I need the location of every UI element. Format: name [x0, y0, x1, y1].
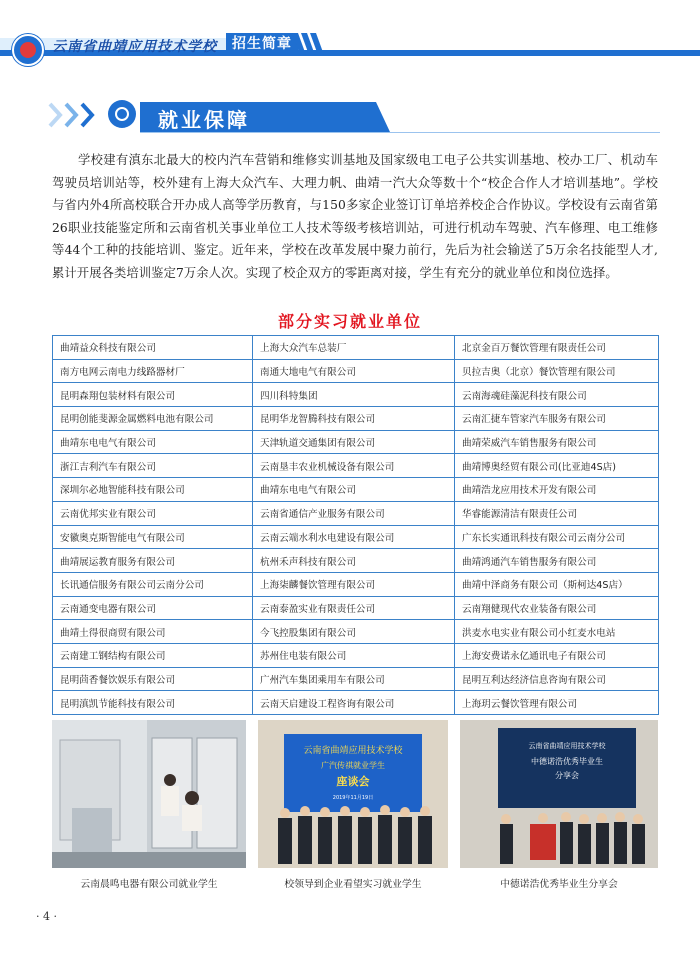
table-cell: 深圳尔必地智能科技有限公司	[53, 478, 253, 502]
table-cell: 曲靖浩龙应用技术开发有限公司	[455, 478, 659, 502]
table-cell: 上海大众汽车总装厂	[253, 336, 455, 360]
chevron-decoration-icon	[46, 100, 106, 130]
table-cell: 上海玥云餐饮管理有限公司	[455, 691, 659, 715]
table-cell: 昆明滇凯节能科技有限公司	[53, 691, 253, 715]
table-cell: 贝拉吉奥（北京）餐饮管理有限公司	[455, 359, 659, 383]
table-cell: 云南翔健现代农业装备有限公司	[455, 596, 659, 620]
table-cell: 曲靖益众科技有限公司	[53, 336, 253, 360]
photo-caption: 中德诺浩优秀毕业生分享会	[500, 879, 618, 890]
photo-caption: 校领导到企业看望实习就业学生	[284, 879, 422, 890]
table-row	[53, 620, 659, 644]
table-cell: 广州汽车集团乘用车有限公司	[253, 667, 455, 691]
table-cell: 广东长实通讯科技有限公司云南分公司	[455, 525, 659, 549]
banner-line1: 云南省曲靖应用技术学校	[303, 746, 403, 756]
table-cell: 云南海魂硅藻泥科技有限公司	[455, 383, 659, 407]
table-cell: 云南省通信产业服务有限公司	[253, 501, 455, 525]
table-cell: 洪麦水电实业有限公司小红麦水电站	[455, 620, 659, 644]
photo-graduate-sharing	[460, 720, 658, 868]
table-row	[53, 359, 659, 383]
banner3-line3: 分享会	[555, 771, 579, 780]
table-cell: 长讯通信服务有限公司云南分公司	[53, 572, 253, 596]
table-cell: 昆明森翔包装材料有限公司	[53, 383, 253, 407]
section-divider	[140, 132, 660, 133]
table-cell: 南方电网云南电力线路器材厂	[53, 359, 253, 383]
table-cell: 云南通变电器有限公司	[53, 596, 253, 620]
table-row	[53, 572, 659, 596]
banner-line3: 座谈会	[336, 775, 370, 788]
table-cell: 曲靖博奥经贸有限公司(比亚迪4S店)	[455, 454, 659, 478]
table-cell: 杭州禾声科技有限公司	[253, 549, 455, 573]
page-number: · 4 ·	[36, 910, 57, 923]
table-cell: 云南天启建设工程咨询有限公司	[253, 691, 455, 715]
table-row	[53, 454, 659, 478]
employer-table	[52, 335, 659, 715]
school-name: 云南省曲靖应用技术学校	[52, 39, 217, 55]
table-row	[53, 383, 659, 407]
table-row	[53, 430, 659, 454]
table-cell: 曲靖中泽商务有限公司（斯柯达4S店）	[455, 572, 659, 596]
table-row	[53, 643, 659, 667]
table-cell: 今飞控股集团有限公司	[253, 620, 455, 644]
table-cell: 苏州住电装有限公司	[253, 643, 455, 667]
table-cell: 云南建工钢结构有限公司	[53, 643, 253, 667]
banner-line2: 广汽传祺就业学生	[321, 761, 385, 770]
intro-paragraph: 学校建有滇东北最大的校内汽车营销和维修实训基地及国家级电工电子公共实训基地、校办工厂、机动车驾驶员培训站等，校外建有上海大众汽车、大理力帆、曲靖一汽大众等数十个“校企合作人才培训基地”。学校与省内外4所高校联合开办成人高等学历教育，与150多家企业签订订单培养校企合作协议。学校设有云南省第26职业技能鉴定所和云南省机关事业单位工人技术等级考核培训站，可进行机动车驾驶、汽车修理、电工维修等44个工种的技能培训、鉴定。近年来，学校在改革发展中聚力前行，先后为社会输送了5万余名技能型人才,累计开展各类培训鉴定7万余人次。实现了校企双方的零距离对接，学生有充分的就业单位和岗位选择。	[52, 153, 658, 280]
table-cell: 上海安费诺永亿通讯电子有限公司	[455, 643, 659, 667]
stripes-decoration-icon	[292, 33, 332, 55]
table-cell: 曲靖展运教育服务有限公司	[53, 549, 253, 573]
table-cell: 北京金百万餐饮管理有限责任公司	[455, 336, 659, 360]
table-row	[53, 501, 659, 525]
photo-caption: 云南晨鸣电器有限公司就业学生	[80, 879, 218, 890]
table-cell: 浙江吉利汽车有限公司	[53, 454, 253, 478]
table-cell: 云南优邦实业有限公司	[53, 501, 253, 525]
table-row	[53, 478, 659, 502]
banner-date: 2019年11月19日	[332, 795, 374, 801]
table-cell: 昆明华龙智腾科技有限公司	[253, 407, 455, 431]
table-cell: 云南泰盈实业有限责任公司	[253, 596, 455, 620]
section-title: 就业保障	[158, 108, 250, 132]
table-cell: 上海柒麟餐饮管理有限公司	[253, 572, 455, 596]
table-cell: 天津轨道交通集团有限公司	[253, 430, 455, 454]
table-row	[53, 407, 659, 431]
target-icon	[108, 100, 136, 128]
table-cell: 四川科特集团	[253, 383, 455, 407]
table-cell: 昆明茴香餐饮娱乐有限公司	[53, 667, 253, 691]
table-cell: 曲靖荣威汽车销售服务有限公司	[455, 430, 659, 454]
brochure-tag: 招生简章	[226, 33, 298, 55]
table-row	[53, 525, 659, 549]
table-cell: 曲靖鸿通汽车销售服务有限公司	[455, 549, 659, 573]
table-cell: 云南云端水利水电建设有限公司	[253, 525, 455, 549]
table-row	[53, 549, 659, 573]
table-cell: 曲靖土得很商贸有限公司	[53, 620, 253, 644]
table-cell: 昆明互利达经济信息咨询有限公司	[455, 667, 659, 691]
table-cell: 安徽奥克斯智能电气有限公司	[53, 525, 253, 549]
school-logo-icon	[12, 34, 44, 66]
table-title: 部分实习就业单位	[277, 312, 422, 331]
table-row	[53, 691, 659, 715]
table-cell: 曲靖东电电气有限公司	[53, 430, 253, 454]
table-row	[53, 336, 659, 360]
banner3-line1: 云南省曲靖应用技术学校	[528, 742, 606, 750]
table-cell: 昆明创能斐源金属燃料电池有限公司	[53, 407, 253, 431]
table-cell: 华睿能源清洁有限责任公司	[455, 501, 659, 525]
table-cell: 曲靖东电电气有限公司	[253, 478, 455, 502]
table-cell: 云南汇捷车管家汽车服务有限公司	[455, 407, 659, 431]
table-cell: 云南垦丰农业机械设备有限公司	[253, 454, 455, 478]
table-row	[53, 596, 659, 620]
photo-factory-students	[52, 720, 246, 868]
table-cell: 南通大地电气有限公司	[253, 359, 455, 383]
banner3-line2: 中德诺浩优秀毕业生	[531, 757, 603, 766]
table-row	[53, 667, 659, 691]
photo-meeting	[258, 720, 448, 868]
